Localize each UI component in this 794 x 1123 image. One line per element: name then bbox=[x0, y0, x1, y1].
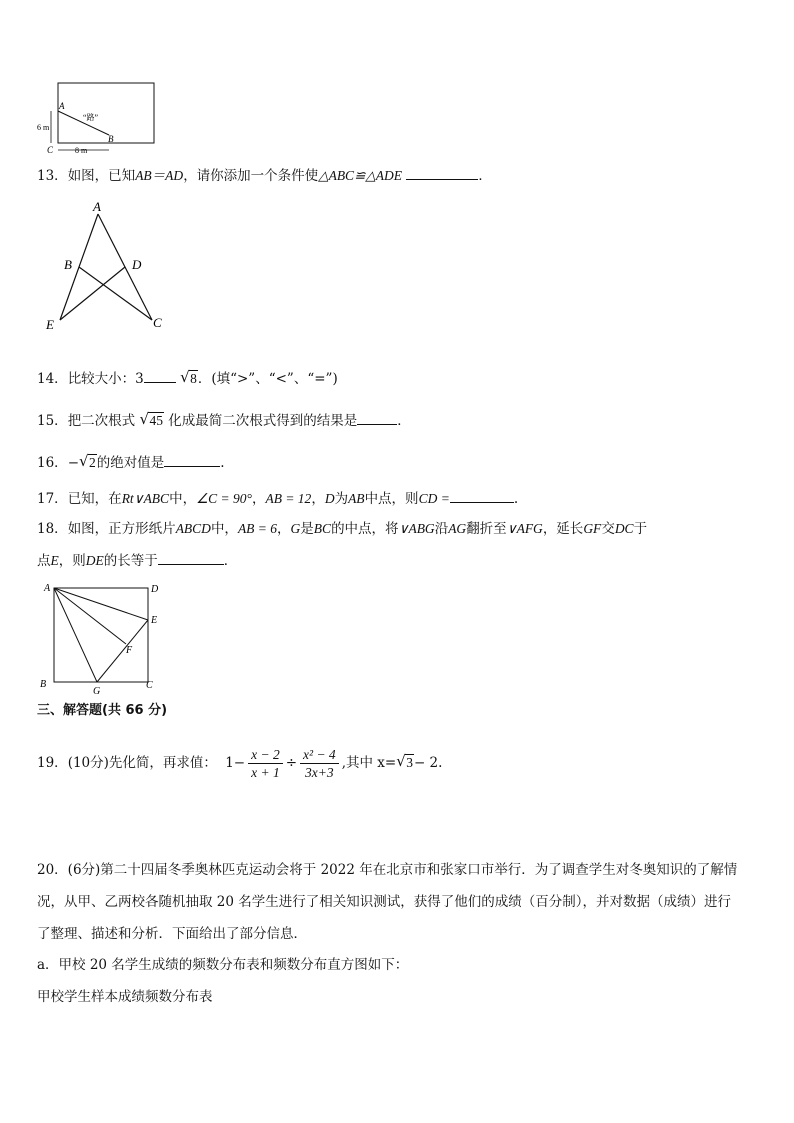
question-14 bbox=[37, 368, 338, 389]
q15-sqrt: √ 45 bbox=[139, 410, 163, 428]
q18-dc: DC bbox=[614, 521, 634, 536]
q17-cd: CD = bbox=[418, 491, 450, 506]
q14-number: 14． bbox=[37, 371, 68, 387]
line-ae bbox=[54, 588, 148, 620]
line-ag bbox=[54, 588, 97, 682]
q19-fraction-2 bbox=[300, 746, 339, 781]
q18-abcd: ABCD bbox=[175, 521, 211, 536]
q17-text-d: 为 bbox=[334, 491, 349, 507]
q19-divide: ÷ bbox=[285, 755, 298, 771]
figure-18 bbox=[38, 580, 168, 698]
point-a: A bbox=[93, 199, 101, 214]
point-d: D bbox=[132, 257, 142, 272]
q19-tail-2: − 2. bbox=[413, 755, 443, 771]
point-c: C bbox=[146, 680, 153, 691]
point-e: E bbox=[46, 317, 54, 332]
q17-text-b: 中， bbox=[169, 491, 197, 507]
line-af bbox=[54, 588, 126, 644]
q15-text-b: 化成最简二次根式得到的结果是 bbox=[168, 413, 358, 429]
q17-text-c: ， bbox=[311, 491, 325, 507]
point-b: B bbox=[40, 679, 47, 690]
q19-numerator-1: x − 2 bbox=[248, 746, 283, 764]
q18-text-e: 的中点，将 bbox=[331, 521, 399, 537]
q13-number: 13． bbox=[37, 168, 68, 184]
q18-text-d: 是 bbox=[300, 521, 314, 537]
q15-end: ． bbox=[397, 413, 411, 429]
q19-score: (10分) bbox=[67, 755, 109, 771]
q18-text-i: 交 bbox=[601, 521, 615, 537]
q17-d: D bbox=[324, 491, 335, 506]
section-heading: 三、解答题(共 66 分) bbox=[37, 703, 168, 718]
q20-line-2: 况，从甲、乙两校各随机抽取 20 名学生进行了相关知识测试，获得了他们的成绩（百分制），并对数据（成绩）进行 bbox=[37, 894, 732, 910]
square-abcd bbox=[54, 588, 148, 682]
q17-sep: ， bbox=[251, 491, 266, 507]
point-b: B bbox=[64, 257, 72, 272]
label-a: A bbox=[59, 101, 65, 111]
q14-text: 比较大小：3 bbox=[67, 371, 144, 387]
q15-answer-blank[interactable] bbox=[357, 410, 397, 425]
q18-text-h: ，延长 bbox=[542, 521, 584, 537]
road-label: “路” bbox=[83, 113, 99, 122]
q19-one: 1− bbox=[225, 755, 246, 771]
q17-angle: ∠C = 90° bbox=[196, 491, 252, 506]
q16-answer-blank[interactable] bbox=[164, 452, 220, 467]
q16-end: . bbox=[220, 455, 225, 471]
q15-radicand: 45 bbox=[149, 413, 163, 428]
q18-de: DE bbox=[85, 553, 104, 568]
q18-ag: AG bbox=[448, 521, 467, 536]
q18-text-c: ， bbox=[277, 521, 291, 537]
q18-text-b: 中， bbox=[210, 521, 238, 537]
q18-e: E bbox=[50, 553, 59, 568]
q17-ab: AB = 12 bbox=[265, 491, 312, 506]
q13-end: ． bbox=[478, 168, 492, 184]
q17-text-e: 中点，则 bbox=[364, 491, 419, 507]
point-c: C bbox=[153, 315, 162, 330]
q18-text-l: ，则 bbox=[58, 553, 86, 569]
q19-denominator-2: 3x+3 bbox=[305, 765, 334, 780]
q19-sqrt: √ 3 bbox=[396, 752, 413, 770]
q14-sqrt: √ 8 bbox=[180, 368, 197, 386]
q15-number: 15． bbox=[37, 413, 68, 429]
q18-text-g: 翻折至 bbox=[466, 521, 507, 537]
q19-fraction-1 bbox=[248, 746, 283, 781]
q16-radicand: 2 bbox=[89, 455, 96, 470]
q18-tri2: ∨AFG bbox=[506, 521, 543, 536]
q18-text-j: 于 bbox=[633, 521, 648, 537]
q18-end: ． bbox=[223, 553, 238, 569]
q17-text-a: 已知，在 bbox=[67, 491, 122, 507]
line-ge bbox=[97, 620, 148, 682]
question-15 bbox=[37, 410, 411, 431]
point-d: D bbox=[151, 584, 159, 595]
q17-end: . bbox=[513, 491, 519, 507]
point-g: G bbox=[93, 686, 101, 697]
q18-answer-blank[interactable] bbox=[158, 550, 224, 565]
question-18-line-1 bbox=[37, 519, 647, 539]
q18-g: G bbox=[290, 521, 301, 536]
q17-number: 17． bbox=[37, 491, 68, 507]
q19-denominator-1: x + 1 bbox=[251, 765, 280, 780]
q18-bc: BC bbox=[313, 521, 332, 536]
q14-answer-blank[interactable] bbox=[144, 368, 176, 383]
q19-radicand: 3 bbox=[406, 755, 413, 770]
q16-sqrt: √ 2 bbox=[79, 452, 96, 470]
q18-tri1: ∨ABG bbox=[398, 521, 435, 536]
q20-line-3: 了整理、描述和分析．下面给出了部分信息． bbox=[37, 926, 307, 942]
q15-text-a: 把二次根式 bbox=[67, 413, 136, 429]
question-18-line-2 bbox=[37, 550, 237, 571]
q18-text-k: 点 bbox=[37, 553, 51, 569]
point-e: E bbox=[151, 615, 158, 626]
q13-answer-blank[interactable] bbox=[406, 165, 478, 180]
width-label: 8 m bbox=[75, 146, 88, 155]
q19-number: 19． bbox=[37, 755, 68, 771]
label-b: B bbox=[108, 134, 114, 144]
q18-text-m: 的长等于 bbox=[103, 553, 158, 569]
q16-text: 的绝对值是 bbox=[96, 455, 165, 471]
q17-ab2: AB bbox=[348, 491, 365, 506]
height-label: 6 m bbox=[37, 123, 50, 132]
figure-13 bbox=[40, 198, 170, 333]
q20-line-1: 20．(6分)第二十四届冬季奥林匹克运动会将于 2022 年在北京市和张家口市举行．为了调查学生对冬奥知识的了解情 bbox=[37, 862, 738, 878]
q14-hint: ．(填“>”、“<”、“=”) bbox=[197, 371, 338, 387]
q16-minus: − bbox=[67, 455, 79, 471]
q18-text-f: 沿 bbox=[434, 521, 449, 537]
q20-line-4: a．甲校 20 名学生成绩的频数分布表和频数分布直方图如下： bbox=[37, 957, 409, 973]
q19-text: 先化简，再求值： bbox=[108, 755, 217, 771]
question-13 bbox=[37, 165, 492, 186]
question-17 bbox=[37, 488, 518, 509]
q17-triangle: Rt∨ABC bbox=[121, 491, 170, 506]
point-f: F bbox=[126, 645, 133, 656]
q17-answer-blank[interactable] bbox=[450, 488, 514, 503]
q20-line-5: 甲校学生样本成绩频数分布表 bbox=[37, 989, 213, 1005]
question-16 bbox=[37, 452, 225, 473]
q13-text-a: 如图，已知 bbox=[67, 168, 136, 184]
label-c: C bbox=[47, 145, 54, 155]
q19-numerator-2: x² − 4 bbox=[300, 746, 339, 764]
q19-tail: ,其中 x= bbox=[341, 755, 397, 771]
q16-number: 16． bbox=[37, 455, 68, 471]
q13-given: AB＝AD bbox=[135, 168, 184, 183]
road-bottom bbox=[58, 135, 109, 143]
q18-gf: GF bbox=[583, 521, 602, 536]
q18-text-a: 如图，正方形纸片 bbox=[67, 521, 176, 537]
q13-congruence: △ABC≌△ADE bbox=[318, 168, 403, 183]
q13-text-b: ，请你添加一个条件使 bbox=[183, 168, 319, 184]
q14-radicand: 8 bbox=[190, 371, 197, 386]
q18-number: 18． bbox=[37, 521, 68, 537]
point-a: A bbox=[44, 583, 51, 594]
q18-ab: AB = 6 bbox=[237, 521, 278, 536]
question-19 bbox=[37, 744, 442, 782]
road-figure bbox=[37, 80, 162, 156]
